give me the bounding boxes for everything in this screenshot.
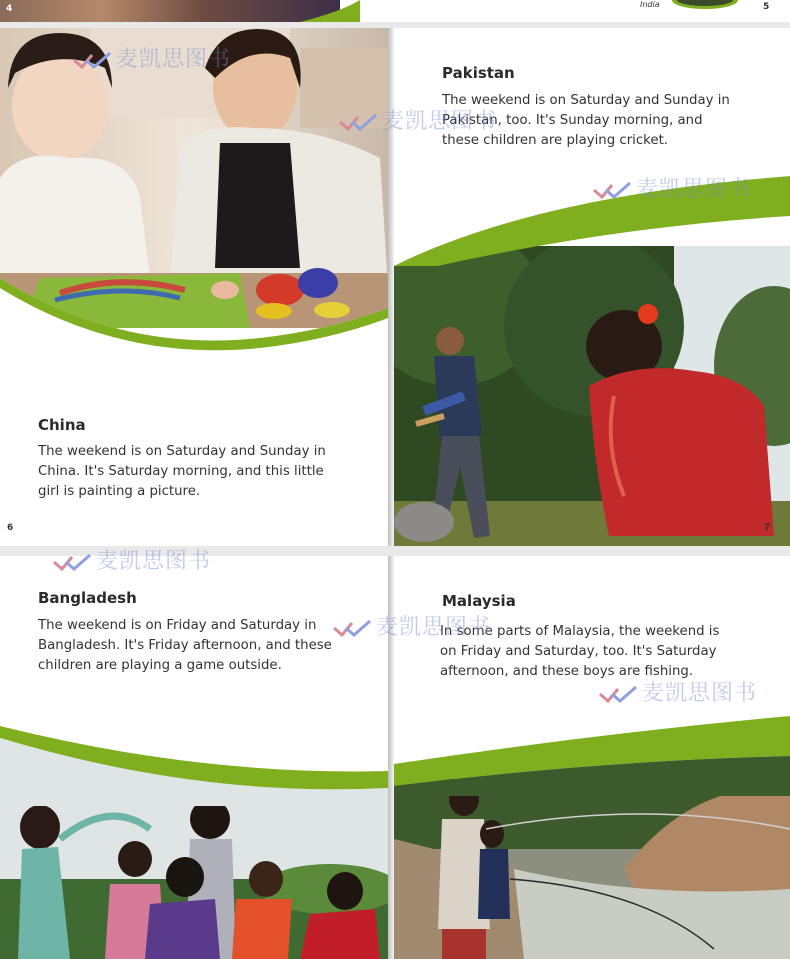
photo-children-playing-cricket xyxy=(394,246,790,546)
page-body-text: The weekend is on Saturday and Sunday in Pakistan, too. It's Sunday morning, and these children are playing cricket. xyxy=(442,93,730,148)
green-wave-divider xyxy=(0,278,388,368)
page-body-text: In some parts of Malaysia, the weekend is on Friday and Saturday, too. It's Saturday afternoon, and these boys are fishing. xyxy=(440,624,720,679)
page-body-text: The weekend is on Saturday and Sunday in China. It's Saturday morning, and this little girl is painting a picture. xyxy=(38,444,326,499)
page-title: Bangladesh xyxy=(38,589,137,607)
previous-photo-edge xyxy=(0,0,340,22)
page-china xyxy=(0,28,388,546)
watermark-logo-icon xyxy=(338,113,378,131)
watermark: 麦凯思图书 xyxy=(72,42,231,73)
previous-wave-edge xyxy=(300,0,360,22)
prev-map-circle xyxy=(670,0,740,10)
page-title: Malaysia xyxy=(442,592,516,610)
page-number: 7 xyxy=(764,523,771,533)
watermark-logo-icon xyxy=(332,619,372,637)
watermark: 麦凯思图书 xyxy=(592,172,751,203)
watermark-logo-icon xyxy=(52,553,92,571)
prev-page-number-right: 5 xyxy=(763,2,770,12)
green-wave-divider xyxy=(394,706,790,796)
watermark: 麦凯思图书 xyxy=(332,610,491,641)
photo-boys-fishing xyxy=(394,779,790,959)
page-body-text: The weekend is on Friday and Saturday in Bangladesh. It's Friday afternoon, and these children are playing a game outside. xyxy=(38,618,332,673)
page-title: Pakistan xyxy=(442,64,515,82)
prev-map-label: India xyxy=(640,0,660,9)
prev-page-number-left: 4 xyxy=(6,4,13,14)
watermark-logo-icon xyxy=(598,685,638,703)
previous-spread-strip xyxy=(0,0,790,22)
watermark: 麦凯思图书 xyxy=(338,104,497,135)
page-bangladesh xyxy=(0,556,388,959)
watermark-logo-icon xyxy=(72,51,112,69)
watermark-logo-icon xyxy=(592,181,632,199)
page-number: 6 xyxy=(7,523,14,533)
watermark: 麦凯思图书 xyxy=(598,676,757,707)
watermark: 麦凯思图书 xyxy=(52,544,211,575)
green-wave-divider xyxy=(0,716,388,806)
page-title: China xyxy=(38,416,86,434)
